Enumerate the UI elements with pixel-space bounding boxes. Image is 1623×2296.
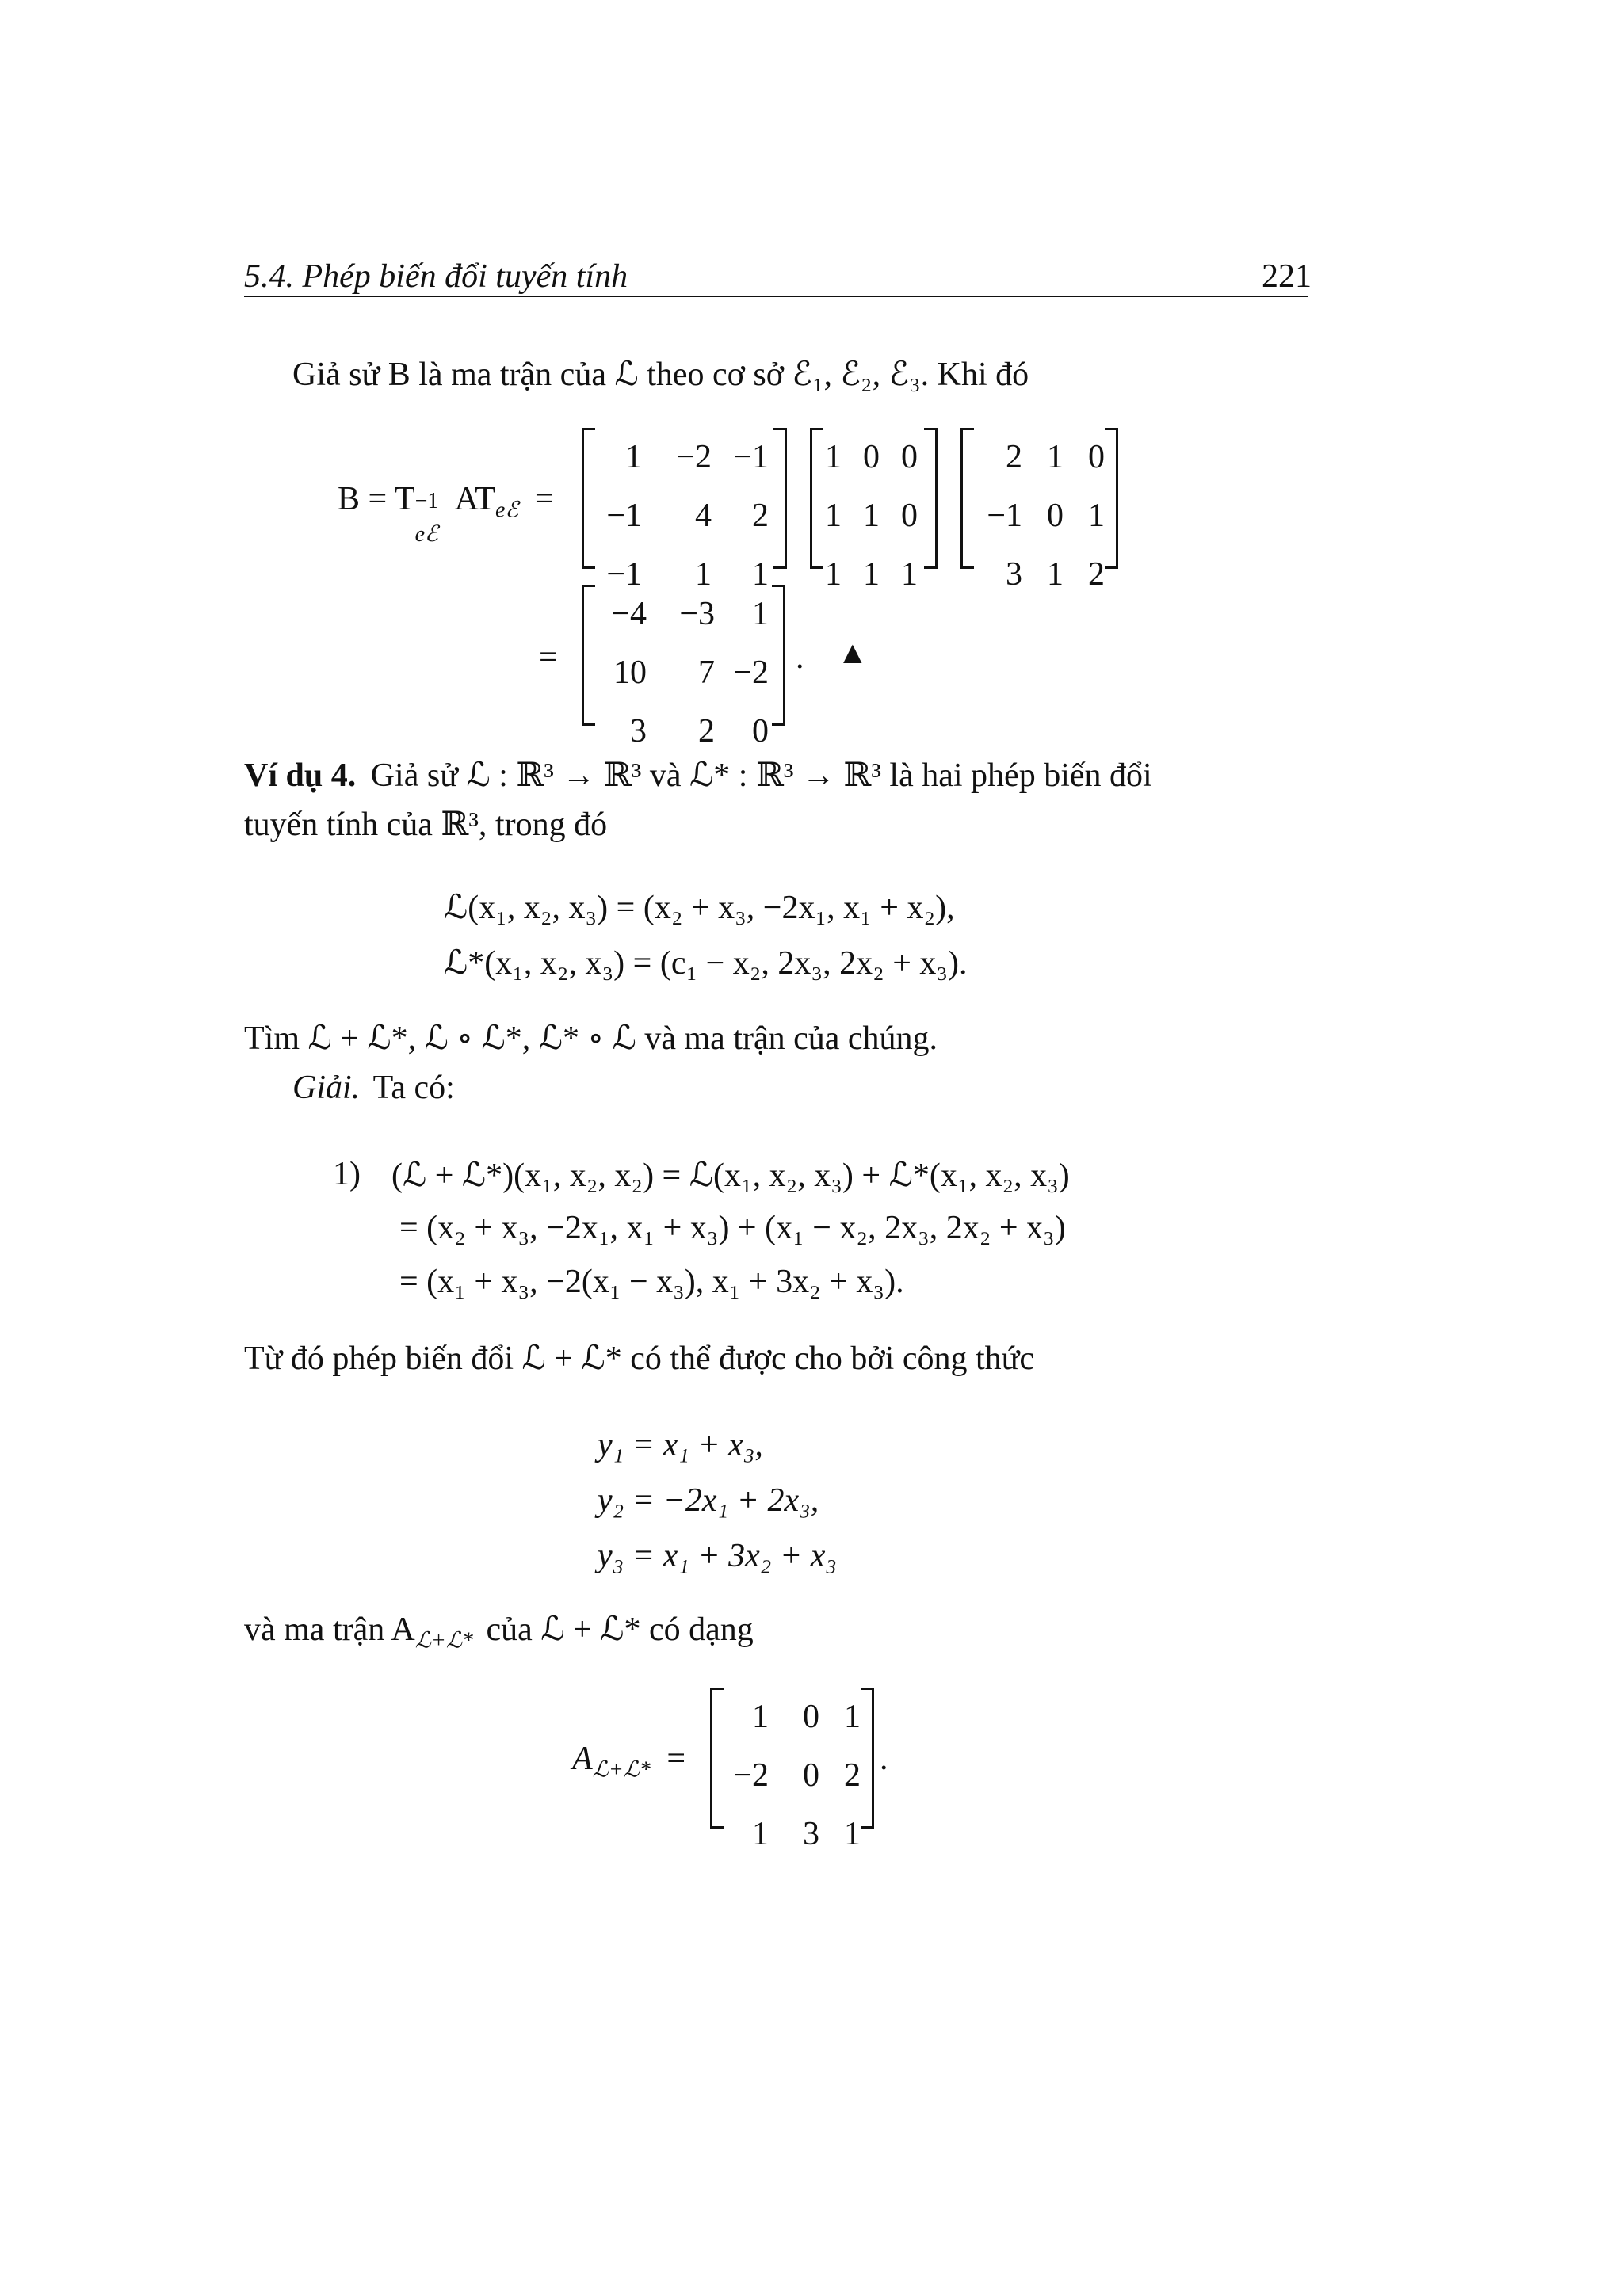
matrix-cell: 2 [844,1757,861,1794]
solution-text: Ta có: [372,1070,455,1106]
matrix-cell: 2 [1006,439,1022,475]
matrix-cell: 2 [698,713,715,749]
matrix-cell: 7 [698,654,715,691]
system-y1: y₁ = x₁ + x₃, [598,1427,763,1463]
final-right-bracket [861,1688,874,1829]
eq-b-mid: AT [454,481,495,517]
matrix-cell: 1 [752,556,769,593]
matrix-cell: 4 [695,498,712,534]
page-number: 221 [1262,258,1312,295]
solution-line [292,1071,455,1104]
matrix-cell: 10 [613,654,647,691]
eq-b-sub2: eℰ [495,498,519,523]
definition-L-star: ℒ*(x₁, x₂, x₃) = (c₁ − x₂, 2x₃, 2x₂ + x₃). [444,945,968,982]
matrix-cell: 1 [863,498,880,534]
final-lhs-sub: ℒ+ℒ* [592,1757,651,1783]
matrix-cell: −1 [987,498,1022,534]
m2-right-bracket [924,428,938,569]
matrix-paragraph-sub: ℒ+ℒ* [414,1628,473,1653]
intro-paragraph: Giả sử B là ma trận của ℒ theo cơ sở ℰ₁, ℰ₂, ℰ₃. Khi đó [292,357,1029,393]
matrix-cell: 1 [1088,498,1105,534]
final-lhs-A: A [572,1741,593,1777]
eq-b-equals: = [534,481,554,517]
matrix-cell: 1 [844,1816,861,1852]
formula-paragraph: Từ đó phép biến đổi ℒ + ℒ* có thể được cho bởi công thức [244,1341,1035,1377]
matrix-cell: 3 [1006,556,1022,593]
matrix-cell: 1 [825,556,842,593]
example-text-1: Giả sử ℒ : ℝ³ → ℝ³ và ℒ* : ℝ³ → ℝ³ là hai phép biến đổi [370,757,1152,794]
matrix-cell: −1 [606,556,642,593]
matrix-cell: −3 [679,596,715,632]
matrix-cell: 0 [752,713,769,749]
eq-b-lhs [338,480,554,547]
matrix-cell: 1 [844,1699,861,1735]
matrix-cell: 3 [803,1816,819,1852]
matrix-cell: −1 [733,439,769,475]
header-rule [244,296,1308,297]
example-line-1 [244,759,1152,792]
end-of-proof-icon: ▲ [837,635,869,670]
step-1-line-3: = (x₁ + x₃, −2(x₁ − x₃), x₁ + 3x₂ + x₃). [399,1264,904,1300]
matrix-cell: 1 [625,439,642,475]
matrix-cell: 1 [752,596,769,632]
running-header-section: 5.4. Phép biến đổi tuyến tính [244,258,628,295]
matrix-cell: −2 [733,654,769,691]
matrix-cell: 1 [752,1816,769,1852]
matrix-cell: 0 [803,1699,819,1735]
matrix-cell: 1 [825,498,842,534]
matrix-cell: 3 [630,713,647,749]
system-y2: y₂ = −2x₁ + 2x₃, [598,1482,819,1519]
matrix-cell: 0 [901,498,918,534]
matrix-cell: 1 [1047,556,1064,593]
matrix-cell: 1 [695,556,712,593]
solution-label: Giải. [292,1070,361,1106]
matrix-cell: 1 [1047,439,1064,475]
matrix-cell: −4 [611,596,647,632]
matrix-cell: 1 [863,556,880,593]
matrix-cell: 0 [863,439,880,475]
system-y3: y₃ = x₁ + 3x₂ + x₃ [598,1538,837,1574]
result-matrix [590,597,769,748]
matrix-cell: 1 [752,1699,769,1735]
matrix-1 [591,441,769,591]
matrix-cell: 0 [901,439,918,475]
matrix-paragraph-text: và ma trận A [244,1611,415,1648]
matrix-cell: −2 [676,439,712,475]
final-matrix [718,1700,861,1851]
example-line-2: tuyến tính của ℝ³, trong đó [244,807,608,843]
eq-b-sub1: eℰ [414,522,438,547]
matrix-cell: 1 [825,439,842,475]
final-lhs [572,1740,685,1783]
eq-b-sup: −1 [414,489,439,513]
matrix-cell: 0 [803,1757,819,1794]
matrix-2 [818,441,924,591]
m3-right-bracket [1105,428,1118,569]
eq-b-equals-2: = [539,639,558,676]
matrix-cell: 0 [1088,439,1105,475]
matrix-paragraph [244,1613,754,1652]
eq-b-T: B = T [338,481,415,517]
final-dot: . [880,1741,888,1777]
matrix-cell: 2 [752,498,769,534]
step-1-line-1: (ℒ + ℒ*)(x₁, x₂, x₂) = ℒ(x₁, x₂, x₃) + ℒ*(x₁, x₂, x₃) [391,1158,1070,1194]
result-right-bracket [772,585,785,726]
matrix-cell: 0 [1047,498,1064,534]
step-1-line-2: = (x₂ + x₃, −2x₁, x₁ + x₃) + (x₁ − x₂, 2x₃, 2x₂ + x₃) [399,1210,1066,1246]
matrix-cell: −1 [606,498,642,534]
example-label: Ví dụ 4. [244,757,357,794]
result-dot: . [796,639,804,676]
final-equals: = [666,1741,686,1777]
m1-right-bracket [773,428,787,569]
task-text: Tìm ℒ + ℒ*, ℒ ∘ ℒ*, ℒ* ∘ ℒ và ma trận của chúng. [244,1020,938,1057]
matrix-3 [968,441,1106,591]
matrix-cell: 2 [1088,556,1105,593]
definition-L: ℒ(x₁, x₂, x₃) = (x₂ + x₃, −2x₁, x₁ + x₂), [444,890,955,926]
matrix-cell: −2 [733,1757,769,1794]
matrix-paragraph-rest: của ℒ + ℒ* có dạng [486,1611,754,1648]
step-number: 1) [333,1156,361,1192]
matrix-cell: 1 [901,556,918,593]
